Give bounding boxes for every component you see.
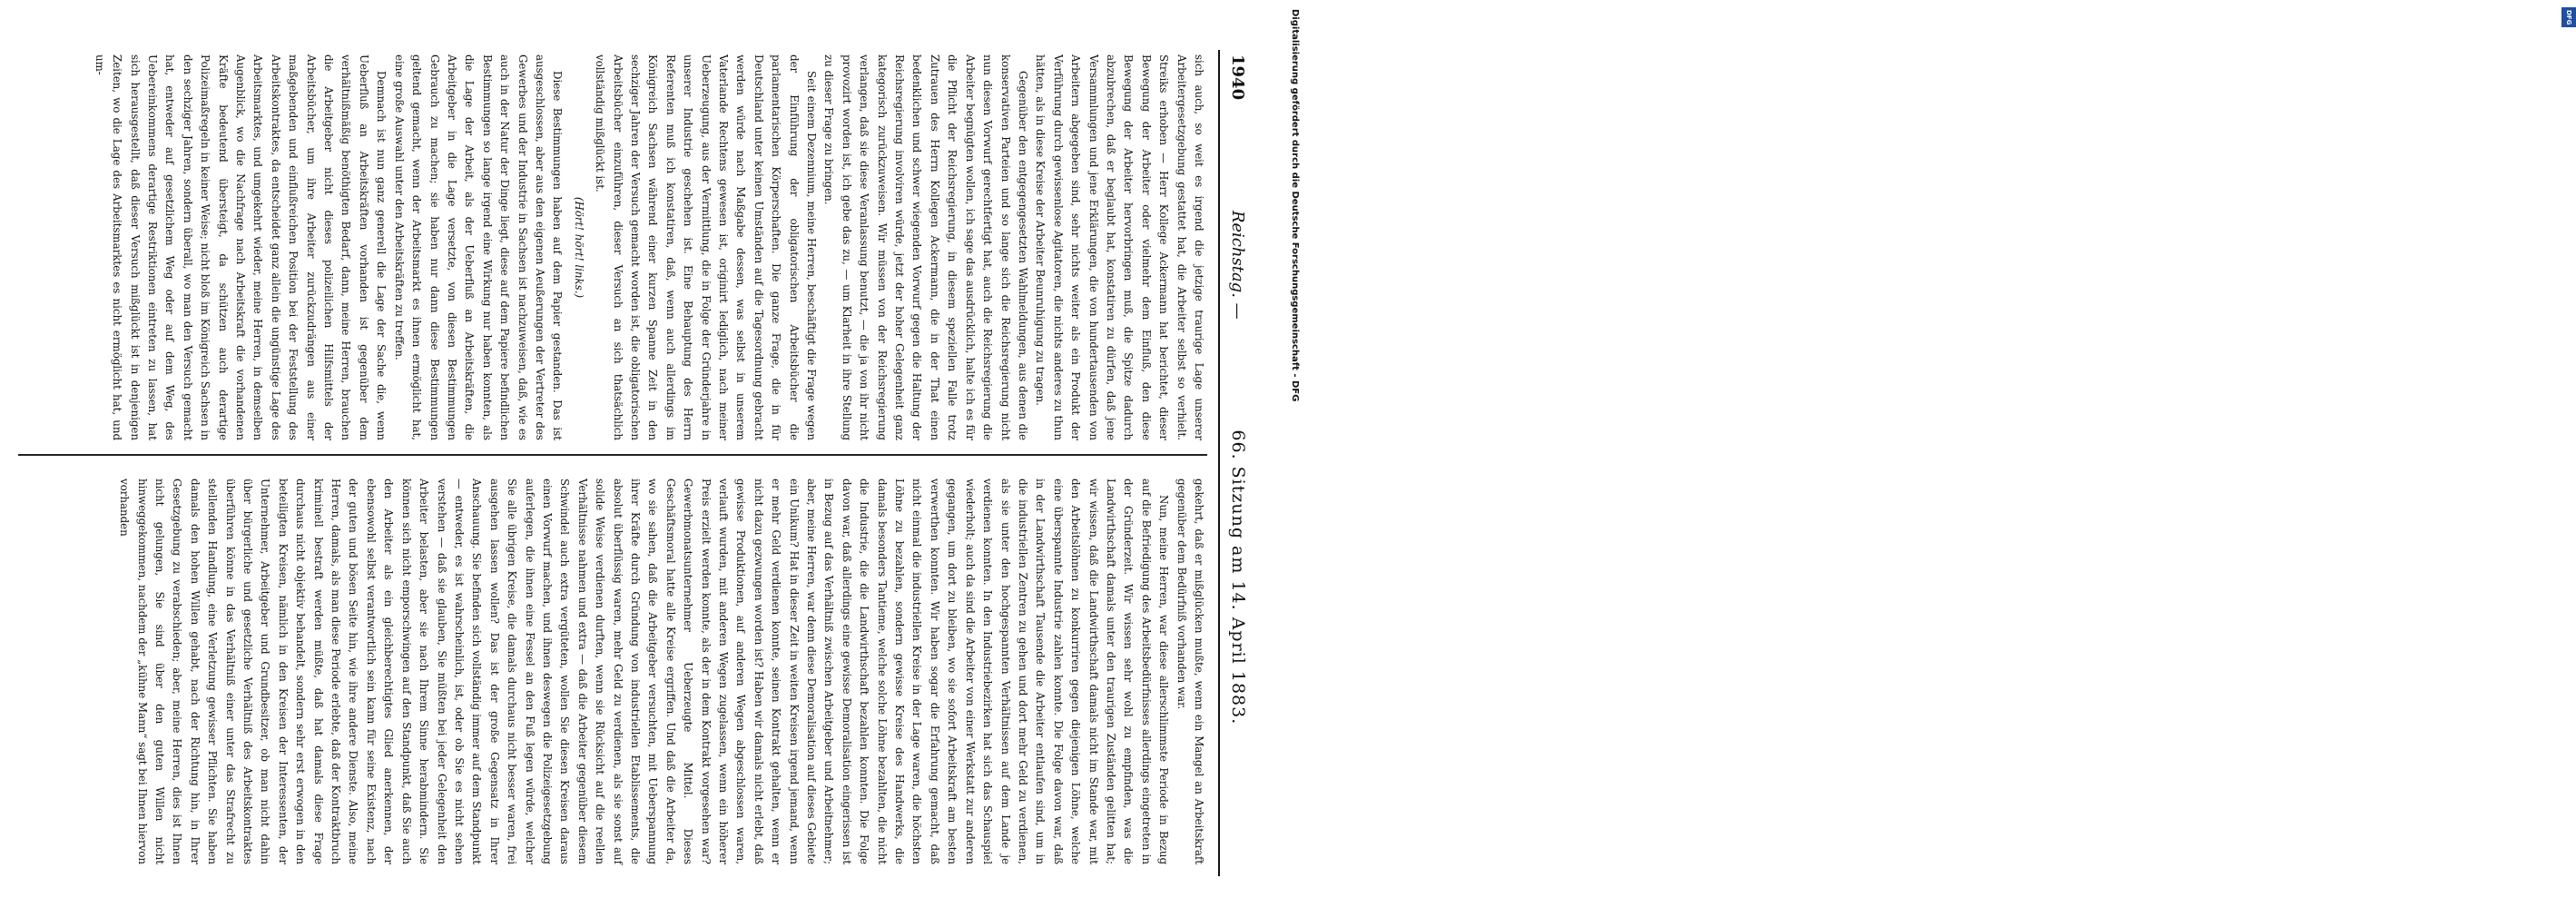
digitization-credit: Digitalisierung gefördert durch die Deutsche Forschungsgemeinschaft - DFG — [1290, 9, 1300, 402]
left-column — [9, 54, 1207, 440]
paragraph: Nun, meine Herren, war diese allerschlimmste Periode in Bezug auf die Befriedigung des Arbeitsbedürfnisses allerdings eingetreten in der Gründerzeit. Wir wissen sehr wohl zu empfinden, was die Landwirthschaft damals unter den traurigen Zuständen gelitten hat; wir wissen, daß die Landwirthschaft damals nicht im Stande war, mit den Arbeitslöhnen zu konkurriren gegen diejenigen Löhne, welche eine überspannte Industrie zahlen konnte. Die Folge davon war, daß in der Landwirthschaft Tausende die Arbeiter entlaufen sind, um in die industriellen Zentren zu gehen und dort mehr Geld zu verdienen, als sie unter den hochgespannten Verhältnissen auf dem Lande je verdienen konnten. In den Industriebezirken hat sich das Schauspiel wiederholt; auch da sind die Arbeiter von einer Werkstatt zur anderen gegangen, um dort zu bleiben, wo sie sofort Arbeitskraft am besten verwerthen konnten. Wir haben sogar die Erfahrung gemacht, daß nicht einmal die industriellen Kreise in der Lage waren, die höchsten Löhne zu bezahlen, sondern gewisse Kreise des Handwerks, die damals besonders Tantieme, welche solche Löhne bezahlten, die nicht die Industrie, die die Landwirthschaft bezahlen konnten. Die Folge davon war, daß allerdings eine gewisse Demoralisation eingerissen ist in Bezug auf das Verhältniß zwischen Arbeitgeber und Arbeitnehmer; aber, meine Herren, war denn diese Demoralisation auf dieses Gebiete ein Unikum? Hat in dieser Zeit in weiten Kreisen irgend jemand, wenn er mehr Geld verdienen konnte, seinen Kontrakt gehalten, wenn er nicht dazu gezwungen worden ist? Haben wir damals nicht erlebt, daß gewisse Produktionen, auf anderen Wegen abgeschlossen waren, verlauft wurden, mit anderen Wegen zugelassen, wenn ein höherer Preis erzielt werden konnte, als der in dem Kontrakt vorgesehen war? Gewerbmonatsunternehmer Ueberzeugte Mittel. Dieses Geschäftsmoral hatte alle Kreise ergriffen. Und daß die Arbeiter da, wo sie sahen, daß die Arbeitgeber versuchten, mit Ueberspannung ihrer Kräfte durch Gründung von industriellen Etablissements, die absolut überflüssig waren, mehr Geld zu verdienen, als sie sonst auf solide Weise verdienen durften, wenn sie Rücksicht auf die reellen Verhältnisse nahmen und extra — daß die Arbeiter gegenüber diesem Schwindel auch extra vergüteten, wollen Sie diesen Kreisen daraus einen Vorwurf machen, und ihnen deswegen die Polizeigesetzgebung auferlegen, die ihnen eine Fessel an den Fuß legen würde, welcher Sie alle übrigen Kreise, die damals durchaus nicht besser waren, frei ausgehen lassen wollen? Das ist der große Gegensatz in Ihrer Anschauung. Sie befinden sich vollständig immer auf dem Standpunkt — entweder, es ist wahrscheinlich, ist, oder ob Sie es nicht sehen verstehen — daß sie glauben, Sie müßten bei jeder Gelegenheit den Arbeiter belasten, aber sie nach Ihrem Sinne herabmindern. Sie können sich nicht emporschwingen auf den Standpunkt, daß Sie auch den Arbeiter als ein gleichberechtigtes Glied anerkennen, der ebensowohl selbst verantwortlich sein kann für seine Existenz, nach der guten und bösen Seite hin, wie ihre andere Dienste. Also, meine Herren, damals, als man diese Periode erlebte, daß der Kontraktbruch kriminell bestraft werden müßte, daß hat damals diese Frage durchaus nicht objektiv behandelt, sondern sehr erst erwogen in den beteiligten Kreisen, nämlich in den Kreisen der Interessenten, der Unternehmer, Arbeitgeber und Grundbesitzer, ob man nicht dahin über bürgerliche und gesetzliche Verhältniß des Arbeitskontraktes überführen könne in das Verhältniß einer unter das Strafrecht zu stellenden Handlung, eine Verletzung gewisser Pflichten. Sie haben damals den hohen Willen gehabt, nach der Richtung hin, in Ihrer Gesetzgebung zu verabschieden; aber, meine Herren, dies ist Ihnen nicht gelungen, Sie sind über den guten Willen nicht hinweggekommen, nachdem der „kühne Mann“ sagt bei Ihnen hiervon vorhanden — [118, 479, 1171, 864]
scanned-page — [0, 0, 1271, 908]
page-header — [1222, 54, 1254, 872]
paragraph: Gegenüber den entgegengesetzten Wahlmeldungen, aus denen die konservativen Parteien und so lange sich die Reichsregierung nicht nun diesen Vorwurf gerechtfertigt hat, auch die Reichsregierung die Arbeiter begnügten wollen, ich sage das ausdrücklich, halte ich es für die Pflicht der Reichsregierung, in diesem speziellen Falle trotz Zutrauen des Herrn Kollegen Ackermann, die in der That einen bedenklichen und schwer wiegenden Vorwurf gegen die Haltung der Reichsregierung involviren würde, jetzt der hoher Gelegenheit ganz kategorisch zurückzuweisen. Wir müssen von der Reichsregierung verlangen, daß sie diese Veranlassung benutzt, — die ja von ihr nicht provozirt worden ist, ich gebe das zu, — um Klarheit in ihre Stellung zu dieser Frage zu bringen. — [822, 54, 1029, 440]
paragraph: Seit einem Dezennium, meine Herren, beschäftigt die Frage wegen der Einführung der obligatorischen Arbeitsbücher die parlamentarischen Körperschaften. Die ganze Frage, die in für Deutschland unter keinen Umständen auf die Tagesordnung gebracht werden würde nach Maßgabe dessen, was selbst in unserem Vaterlande Rechtens gewesen ist, originirt lediglich, nach meiner Ueberzeugung, aus der Vermittlung, die in Folge der Gründerjahre in unserer Industrie geschehen ist. Eine Behauptung des Herrn Referenten muß ich konstatiren, daß, wenn auch allerdings im Königreich Sachsen während einer kurzen Spanne Zeit in den sechziger Jahren der Versuch gemacht worden ist, die obligatorischen Arbeitsbücher einzuführen, dieser Versuch an sich thatsächlich vollständig mißglückt ist. — [594, 54, 819, 440]
paragraph: gekehrt, daß er mißglücken mußte, wenn ein Mangel an Arbeitskraft gegenüber dem Bedürfniß vorhanden war. — [1175, 479, 1205, 864]
paragraph: Diese Bestimmungen haben auf dem Papier gestanden. Das ist ausgeschlossen, aber aus den eigenen Aeußerungen der Vertreter des Gewerbes und der Industrie in Sachsen ist nachzuweisen, daß, wie es auch in der Natur der Dinge liegt, diese auf dem Papiere befindlichen Bestimmungen so lange irgend eine Wirkung nur haben konnten, als die Lage der Arbeit, als der Ueberfluß an Arbeitskräften, die Arbeitgeber in die Lage versetzte, von diesen Bestimmungen Gebrauch zu machen; sie haben nur dann diese Bestimmungen geltend gemacht, wenn der Arbeitsmarkt es ihnen ermöglicht hat, eine große Auswahl unter den Arbeitskräften zu treffen. — [392, 54, 565, 440]
session-title: 66. Sitzung am 14. April 1883. — [1228, 429, 1248, 725]
page-number: 1940 — [1228, 54, 1248, 101]
right-column — [9, 479, 1207, 864]
interjection: (Hört! hört! links.) — [572, 196, 585, 299]
paragraph: Demnach ist nun ganz generell die Lage der Sache die, wenn Ueberfluß an Arbeitskräften vorhanden ist gegenüber dem verhältnißmäßig benöthigten Bedarf, dann, meine Herren, brauchen die Arbeitgeber nicht dieses polizeilichen Hilfsmittels der Arbeitsbücher, um ihre Arbeiter zurückzudrängen aus einer maßgebenden und einflußreichen Position bei der Feststellung des Arbeitskontraktes, da entscheidet ganz allein die ungünstige Lage des Arbeitsmarktes, und umgekehrt wieder, meine Herren, in demselben Augenblick, wo die Nachfrage nach Arbeitskraft die vorhandenen Kräfte bedeutend übersteigt, da schützen auch derartige Polizeimaßregeln in keiner Weise; nicht bloß im Königreich Sachsen in den sechziger Jahren, sondern überall, wo man den Versuch gemacht hat, entweder auf gesetzlichem Weg oder auf dem Weg, des Uebereinkommens derartige Restriktionen eintreten zu lassen, hat sich herausgestellt, daß dieser Versuch mißglückt ist in denjenigen Zeiten, wo die Lage des Arbeitsmarktes es nicht ermöglicht hat, und um- — [93, 54, 388, 440]
header-rule — [1218, 50, 1220, 876]
dfg-logo-icon: DFG — [2561, 7, 2576, 27]
paragraph: sich auch, so weit es irgend die jetzige traurige Lage unserer Arbeitergesetzgebung gestattet hat, die Arbeiter selbst so verhielt. Streiks erhoben — Herr Kollege Ackermann hat berichtet, dieser Bewegung der Arbeiter oder vielmehr dem Einfluß, den diese Bewegung der Arbeiter hervorbringen muß, die Spitze dadurch abzubrechen, daß er beglaubt hat, konstatiren zu dürfen, daß jene Versammlungen und jene Erklärungen, die von hundertausenden von Arbeitern abgegeben sind, sehr nichts weiter als ein Produkt der Verführung durch gewissenlose Agitatoren, die nichts anderes zu thun hätten, als in diese Kreise der Arbeiter Beunruhigung zu tragen. — [1034, 54, 1205, 440]
publication-title: Reichstag. — — [1228, 210, 1248, 320]
column-divider — [18, 454, 1207, 456]
